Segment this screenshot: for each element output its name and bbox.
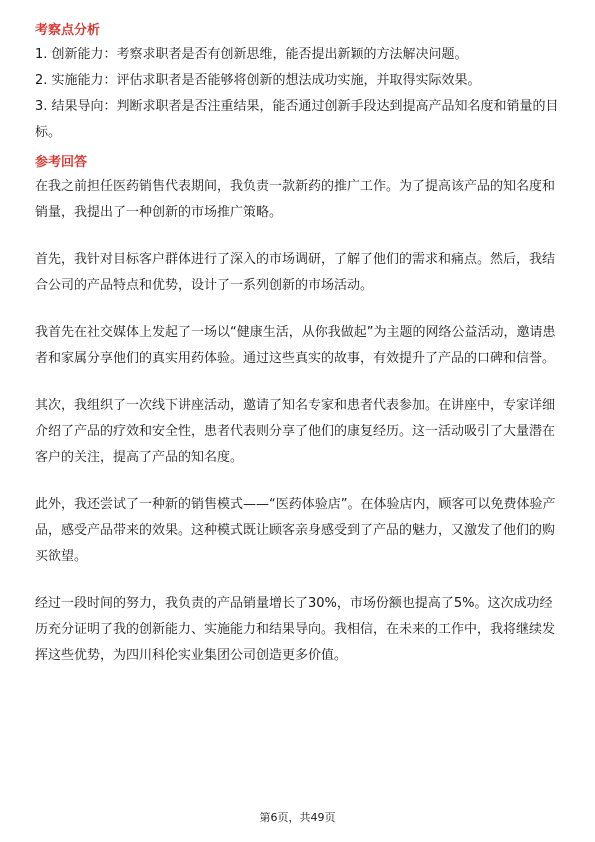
analysis-item-3: 3. 结果导向：判断求职者是否注重结果，能否通过创新手段达到提高产品知名度和销量的目标。: [35, 99, 559, 140]
answer-heading: 参考回答: [35, 155, 88, 170]
answer-paragraph-5: 此外，我还尝试了一种新的销售模式——“医药体验店”。在体验店内，顾客可以免费体验产品，感受产品带来的效果。这种模式既让顾客亲身感受到了产品的魅力，又激发了他们的购买欲望。: [35, 497, 556, 564]
answer-paragraph-3: 我首先在社交媒体上发起了一场以“健康生活，从你我做起”为主题的网络公益活动，邀请患者和家属分享他们的真实用药体验。通过这些真实的故事，有效提升了产品的口碑和信誉。: [35, 325, 556, 366]
answer-paragraph-4: 其次，我组织了一次线下讲座活动，邀请了知名专家和患者代表参加。在讲座中，专家详细介绍了产品的疗效和安全性，患者代表则分享了他们的康复经历。这一活动吸引了大量潜在客户的关注，提高了产品的知名度。: [35, 398, 556, 465]
analysis-item-2: 2. 实施能力：评估求职者是否能够将创新的想法成功实施，并取得实际效果。: [35, 73, 481, 88]
answer-paragraph-1: 在我之前担任医药销售代表期间，我负责一款新药的推广工作。为了提高该产品的知名度和销量，我提出了一种创新的市场推广策略。: [35, 179, 556, 220]
answer-paragraph-6: 经过一段时间的努力，我负责的产品销量增长了30%，市场份额也提高了5%。这次成功经历充分证明了我的创新能力、实施能力和结果导向。我相信，在未来的工作中，我将继续发挥这些优势，为四川科伦实业集团公司创造更多价值。: [35, 596, 556, 663]
analysis-heading: 考察点分析: [35, 23, 101, 38]
page-number: 第6页，共49页: [259, 811, 336, 824]
analysis-item-1: 1. 创新能力：考察求职者是否有创新思维，能否提出新颖的方法解决问题。: [35, 47, 468, 62]
answer-paragraph-2: 首先，我针对目标客户群体进行了深入的市场调研，了解了他们的需求和痛点。然后，我结合公司的产品特点和优势，设计了一系列创新的市场活动。: [35, 252, 556, 293]
document-page: [35, 20, 563, 669]
